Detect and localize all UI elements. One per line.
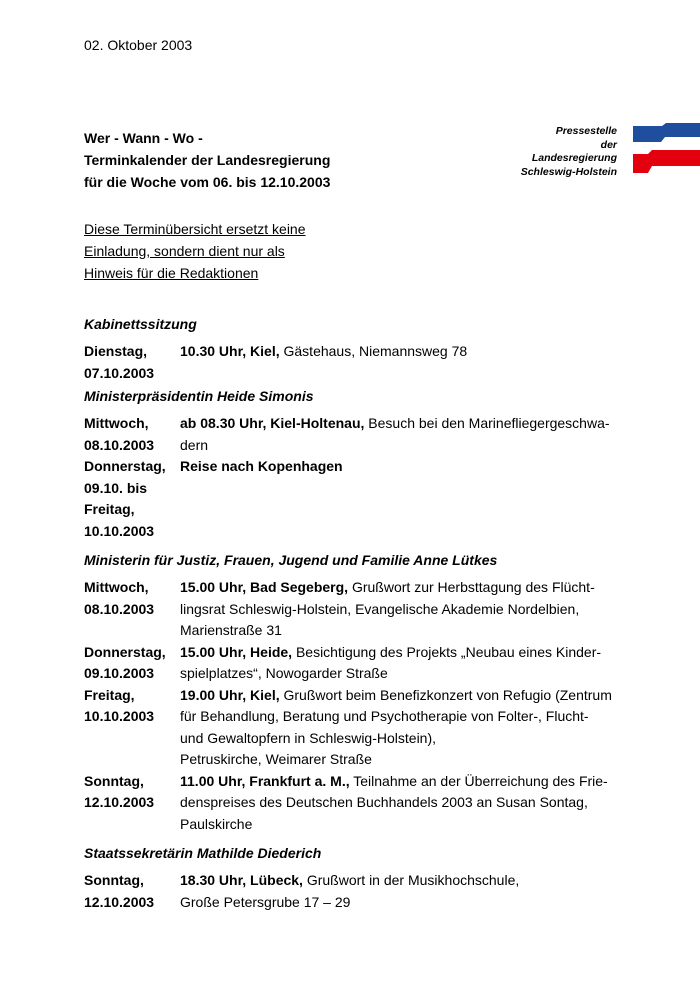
note-line: Einladung, sondern dient nur als (84, 243, 285, 259)
schedule-section (84, 313, 644, 384)
schedule-entry (84, 341, 644, 384)
entry-date: Donnerstag, 09.10.2003 (84, 643, 166, 681)
entry-time-place: 15.00 Uhr, Heide, (180, 643, 293, 660)
entry-date: Mittwoch, 08.10.2003 (84, 579, 155, 617)
entry-description (180, 456, 625, 542)
title-line: Terminkalender der Landesregierung (84, 152, 331, 168)
schedule-entry (84, 577, 644, 642)
document-date: 02. Oktober 2003 (84, 37, 193, 53)
entry-time-place: 10.30 Uhr, Kiel, (180, 343, 280, 359)
section-title: Ministerpräsidentin Heide Simonis (84, 388, 314, 404)
entry-description: 15.00 Uhr, Heide, Besichtigung des Projekts „Neubau eines Kinder- spielplatzes“, Nowogarder Straße (180, 643, 602, 681)
entry-description: 15.00 Uhr, Bad Segeberg, Grußwort zur Herbsttagung des Flücht- lingsrat Schleswig-Holstein, Evangelische Akademie Nordelbien, Marienstraße 31 (180, 579, 595, 638)
entry-time-place: 15.00 Uhr, Bad Segeberg, (180, 579, 349, 595)
disclaimer-note (84, 218, 306, 284)
section-title: Ministerin für Justiz, Frauen, Jugend und Familie Anne Lütkes (84, 552, 498, 568)
entry-time-place: Reise nach Kopenhagen (180, 458, 343, 474)
entry-time-place: 11.00 Uhr, Frankfurt a. M., (180, 772, 350, 789)
entry-time-place: ab 08.30 Uhr, Kiel-Holtenau, (180, 415, 365, 431)
title-line: für die Woche vom 06. bis 12.10.2003 (84, 174, 331, 190)
entry-date: Freitag, 10.10.2003 (84, 686, 155, 724)
title-line: Wer - Wann - Wo - (84, 130, 203, 146)
schedule-entry (84, 771, 644, 836)
section-title: Kabinettssitzung (84, 316, 197, 332)
schedule-entry (84, 413, 644, 456)
schedule-entry (84, 685, 644, 771)
logo-blue-band (633, 123, 700, 142)
schedule-entry (84, 870, 644, 913)
note-line: Hinweis für die Redaktionen (84, 265, 259, 281)
note-line: Diese Terminübersicht ersetzt keine (84, 221, 306, 237)
entry-time-place: 19.00 Uhr, Kiel, (180, 686, 280, 703)
entry-description: ab 08.30 Uhr, Kiel-Holtenau, Besuch bei den Marinefliegergeschwa- dern (180, 415, 610, 453)
press-line: Pressestelle (555, 125, 617, 137)
press-line: der (600, 138, 617, 151)
press-line: Landesregierung (531, 152, 617, 164)
entry-description: 11.00 Uhr, Frankfurt a. M., Teilnahme an der Überreichung des Frie- denspreises des Deutschen Buchhandels 2003 an Susan Sontag, Paulskirche (180, 772, 608, 832)
schedule-section (84, 842, 644, 913)
schedule-entry (84, 456, 644, 542)
section-title: Staatssekretärin Mathilde Diederich (84, 845, 322, 861)
entry-description: 18.30 Uhr, Lübeck, Grußwort in der Musikhochschule, Große Petersgrube 17 – 29 (180, 872, 520, 910)
schedule-entry (84, 642, 644, 685)
entry-description: 19.00 Uhr, Kiel, Grußwort beim Benefizkonzert von Refugio (Zentrum für Behandlung, Beratung und Psychotherapie von Folter-, Flucht- und Gewaltopfern in Schleswig-Holstein), Petruskirche, Weimarer Straße (180, 686, 612, 767)
entry-date: Sonntag, 12.10.2003 (84, 872, 155, 910)
entry-date: Sonntag, 12.10.2003 (84, 772, 155, 810)
entry-time-place: 18.30 Uhr, Lübeck, (180, 872, 303, 888)
entry-description: 10.30 Uhr, Kiel, Gästehaus, Niemannsweg 78 (180, 343, 468, 359)
state-flag-logo (633, 123, 700, 173)
press-office-label (480, 125, 617, 179)
entry-date: Donnerstag, 09.10. bis Freitag, 10.10.2003 (84, 458, 166, 539)
entry-date: Mittwoch, 08.10.2003 (84, 415, 155, 453)
document-title (84, 127, 330, 193)
schedule-section (84, 549, 644, 835)
logo-red-band (633, 150, 700, 173)
press-line: Schleswig-Holstein (520, 165, 617, 178)
entry-date: Dienstag, 07.10.2003 (84, 343, 155, 381)
schedule-section (84, 385, 644, 542)
